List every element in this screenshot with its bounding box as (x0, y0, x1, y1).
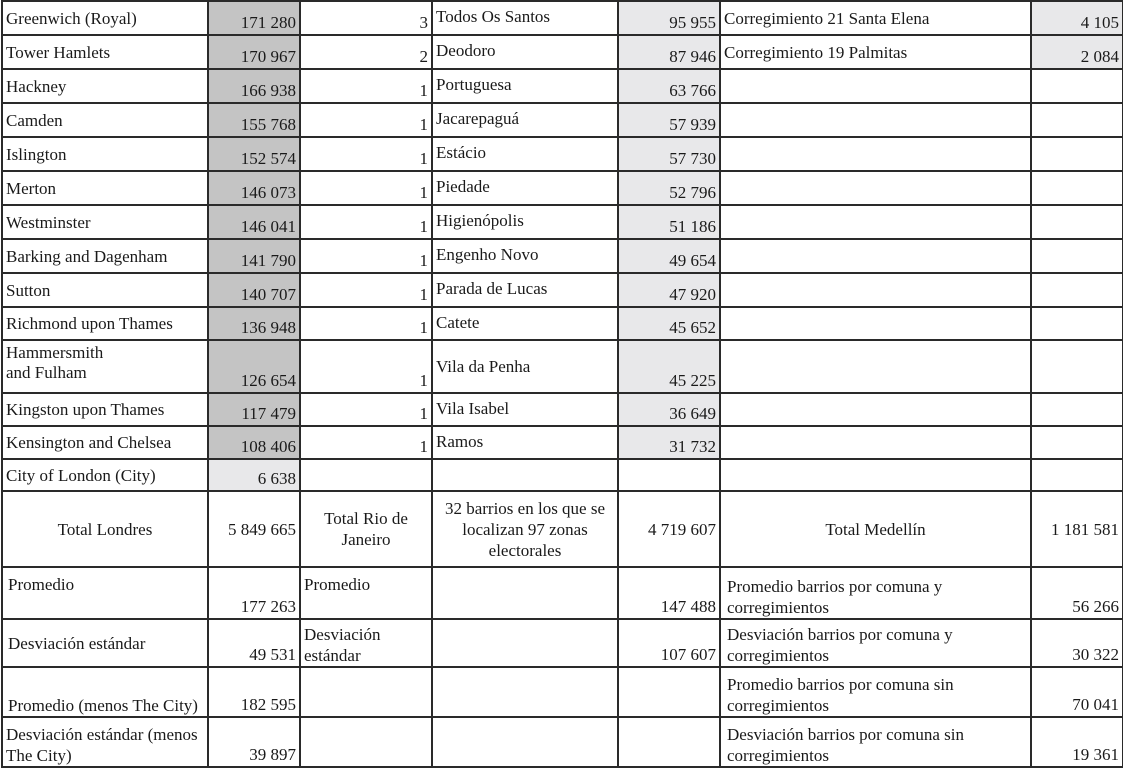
medellin-unit: Corregimiento 19 Palmitas (720, 35, 1031, 69)
london-borough: Kingston upon Thames (2, 393, 208, 426)
stat-medellin-value: 56 266 (1031, 567, 1123, 619)
london-borough: Kensington and Chelsea (2, 426, 208, 459)
stat-london-value: 49 531 (208, 619, 300, 667)
rio-count: 1 (300, 205, 432, 239)
rio-barrio (432, 459, 618, 491)
rio-count: 1 (300, 137, 432, 171)
stat-london-label: Promedio (menos The City) (2, 667, 208, 717)
rio-population: 31 732 (618, 426, 720, 459)
rio-population: 52 796 (618, 171, 720, 205)
table-row (2, 1, 1123, 35)
rio-barrio: Jacarepaguá (432, 103, 618, 137)
rio-barrio: Deodoro (432, 35, 618, 69)
stat-rio-label: Desviación estándar (300, 619, 432, 667)
medellin-population (1031, 393, 1123, 426)
stat-rio-note (432, 567, 618, 619)
medellin-population (1031, 137, 1123, 171)
london-borough: Camden (2, 103, 208, 137)
table-row (2, 426, 1123, 459)
medellin-unit (720, 393, 1031, 426)
totals-row (2, 491, 1123, 567)
stats-row (2, 619, 1123, 667)
table-row (2, 137, 1123, 171)
rio-count: 1 (300, 393, 432, 426)
table-row (2, 205, 1123, 239)
table-row (2, 307, 1123, 340)
stat-london-value: 39 897 (208, 717, 300, 767)
london-borough (2, 340, 208, 393)
rio-population (618, 459, 720, 491)
stat-london-value: 177 263 (208, 567, 300, 619)
rio-population: 57 730 (618, 137, 720, 171)
rio-barrio: Engenho Novo (432, 239, 618, 273)
stats-row (2, 567, 1123, 619)
rio-count: 2 (300, 35, 432, 69)
medellin-unit (720, 426, 1031, 459)
london-borough: Tower Hamlets (2, 35, 208, 69)
table-row (2, 459, 1123, 491)
medellin-population: 2 084 (1031, 35, 1123, 69)
rio-population: 45 652 (618, 307, 720, 340)
stat-rio-label (300, 667, 432, 717)
medellin-unit (720, 171, 1031, 205)
london-borough: Sutton (2, 273, 208, 307)
total-london-value: 5 849 665 (208, 491, 300, 567)
rio-barrio: Vila da Penha (432, 340, 618, 393)
table-row (2, 171, 1123, 205)
london-borough: Richmond upon Thames (2, 307, 208, 340)
london-population: 108 406 (208, 426, 300, 459)
stat-medellin-label: Promedio barrios por comuna sin corregimientos (720, 667, 1031, 717)
rio-barrio: Todos Os Santos (432, 1, 618, 35)
rio-count (300, 459, 432, 491)
stat-medellin-label: Desviación barrios por comuna y corregimientos (720, 619, 1031, 667)
stat-rio-value (618, 717, 720, 767)
rio-population: 49 654 (618, 239, 720, 273)
table-row (2, 340, 1123, 393)
stat-rio-note (432, 717, 618, 767)
total-rio-note: 32 barrios en los que se localizan 97 zonas electorales (432, 491, 618, 567)
stat-london-label: Promedio (2, 567, 208, 619)
medellin-population (1031, 273, 1123, 307)
stat-medellin-label: Promedio barrios por comuna y corregimientos (720, 567, 1031, 619)
total-rio-label: Total Rio de Janeiro (300, 491, 432, 567)
rio-population: 45 225 (618, 340, 720, 393)
table-body (2, 1, 1123, 767)
stat-medellin-value: 30 322 (1031, 619, 1123, 667)
london-borough: City of London (City) (2, 459, 208, 491)
population-table (1, 0, 1123, 768)
stat-rio-label (300, 717, 432, 767)
medellin-unit: Corregimiento 21 Santa Elena (720, 1, 1031, 35)
stat-rio-value (618, 667, 720, 717)
rio-population: 87 946 (618, 35, 720, 69)
london-population: 146 073 (208, 171, 300, 205)
rio-barrio: Vila Isabel (432, 393, 618, 426)
stat-medellin-label: Desviación barrios por comuna sin corregimientos (720, 717, 1031, 767)
rio-count: 1 (300, 426, 432, 459)
london-population: 141 790 (208, 239, 300, 273)
rio-population: 95 955 (618, 1, 720, 35)
rio-barrio: Portuguesa (432, 69, 618, 103)
rio-barrio: Higienópolis (432, 205, 618, 239)
medellin-population (1031, 340, 1123, 393)
rio-barrio: Estácio (432, 137, 618, 171)
medellin-unit (720, 205, 1031, 239)
rio-count: 3 (300, 1, 432, 35)
stat-medellin-value: 70 041 (1031, 667, 1123, 717)
rio-population: 63 766 (618, 69, 720, 103)
medellin-population (1031, 426, 1123, 459)
london-population: 146 041 (208, 205, 300, 239)
rio-population: 47 920 (618, 273, 720, 307)
london-population: 155 768 (208, 103, 300, 137)
rio-population: 57 939 (618, 103, 720, 137)
table-row (2, 35, 1123, 69)
table-row (2, 69, 1123, 103)
medellin-population (1031, 69, 1123, 103)
medellin-unit (720, 273, 1031, 307)
stat-london-label: Desviación estándar (menos The City) (2, 717, 208, 767)
medellin-unit (720, 459, 1031, 491)
london-population: 136 948 (208, 307, 300, 340)
rio-count: 1 (300, 273, 432, 307)
stat-rio-value: 147 488 (618, 567, 720, 619)
total-london-label: Total Londres (2, 491, 208, 567)
medellin-unit (720, 239, 1031, 273)
medellin-population (1031, 307, 1123, 340)
london-population: 171 280 (208, 1, 300, 35)
rio-count: 1 (300, 171, 432, 205)
london-borough: Barking and Dagenham (2, 239, 208, 273)
medellin-population (1031, 459, 1123, 491)
london-borough: Westminster (2, 205, 208, 239)
medellin-unit (720, 103, 1031, 137)
table-row (2, 393, 1123, 426)
stat-rio-note (432, 619, 618, 667)
rio-count: 1 (300, 103, 432, 137)
medellin-population: 4 105 (1031, 1, 1123, 35)
london-borough-line2: and Fulham (6, 363, 87, 382)
table-row (2, 273, 1123, 307)
stat-rio-label: Promedio (300, 567, 432, 619)
table-row (2, 103, 1123, 137)
medellin-population (1031, 239, 1123, 273)
rio-barrio: Ramos (432, 426, 618, 459)
rio-count: 1 (300, 340, 432, 393)
london-population: 126 654 (208, 340, 300, 393)
stat-london-value: 182 595 (208, 667, 300, 717)
london-population: 140 707 (208, 273, 300, 307)
rio-population: 51 186 (618, 205, 720, 239)
rio-count: 1 (300, 239, 432, 273)
london-population: 117 479 (208, 393, 300, 426)
london-borough: Islington (2, 137, 208, 171)
rio-barrio: Piedade (432, 171, 618, 205)
medellin-unit (720, 69, 1031, 103)
london-borough: Greenwich (Royal) (2, 1, 208, 35)
rio-population: 36 649 (618, 393, 720, 426)
stat-rio-value: 107 607 (618, 619, 720, 667)
london-population: 6 638 (208, 459, 300, 491)
stat-medellin-value: 19 361 (1031, 717, 1123, 767)
table-row (2, 239, 1123, 273)
total-medellin-label: Total Medellín (720, 491, 1031, 567)
medellin-population (1031, 171, 1123, 205)
stats-row (2, 717, 1123, 767)
rio-count: 1 (300, 307, 432, 340)
london-population: 166 938 (208, 69, 300, 103)
london-borough: Merton (2, 171, 208, 205)
london-borough-line1: Hammersmith (6, 343, 104, 362)
london-population: 152 574 (208, 137, 300, 171)
medellin-unit (720, 307, 1031, 340)
rio-barrio: Catete (432, 307, 618, 340)
rio-barrio: Parada de Lucas (432, 273, 618, 307)
london-population: 170 967 (208, 35, 300, 69)
rio-count: 1 (300, 69, 432, 103)
stat-rio-note (432, 667, 618, 717)
medellin-unit (720, 137, 1031, 171)
stats-row (2, 667, 1123, 717)
london-borough: Hackney (2, 69, 208, 103)
stat-london-label: Desviación estándar (2, 619, 208, 667)
total-medellin-value: 1 181 581 (1031, 491, 1123, 567)
medellin-population (1031, 103, 1123, 137)
medellin-population (1031, 205, 1123, 239)
medellin-unit (720, 340, 1031, 393)
total-rio-value: 4 719 607 (618, 491, 720, 567)
